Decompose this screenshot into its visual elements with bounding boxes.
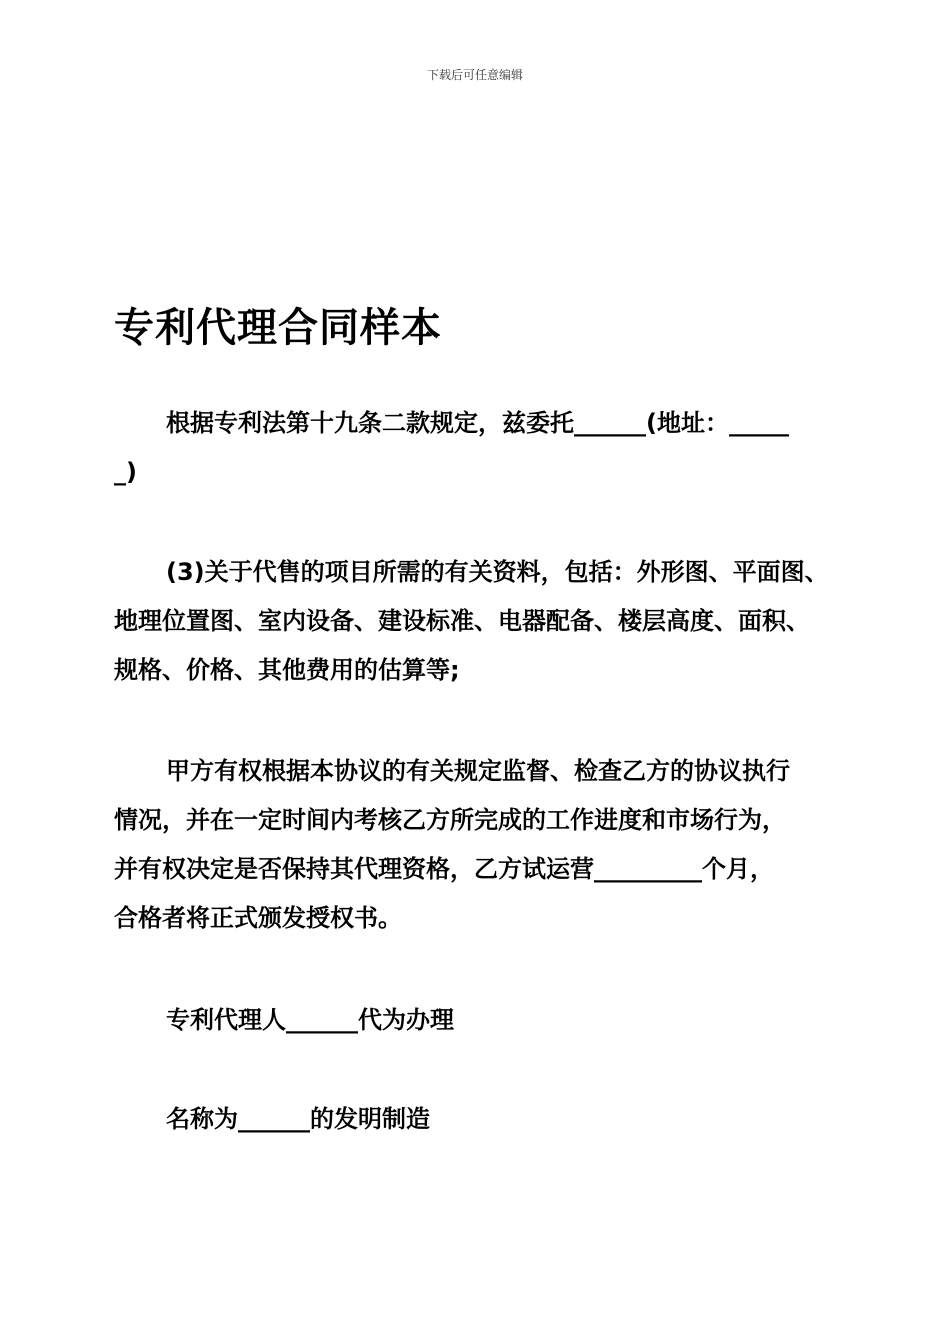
paragraph-line: 情况，并在一定时间内考核乙方所完成的工作进度和市场行为， xyxy=(114,806,786,834)
paragraph-4 xyxy=(114,996,854,1045)
paragraph-line: 根据专利法第十九条二款规定，兹委托______(地址：_____ xyxy=(166,409,789,437)
paragraph-line: 规格、价格、其他费用的估算等; xyxy=(114,656,460,684)
paragraph-line: 地理位置图、室内设备、建设标准、电器配备、楼层高度、面积、 xyxy=(114,607,810,635)
paragraph-line: 专利代理人______代为办理 xyxy=(166,1006,454,1034)
paragraph-2 xyxy=(114,548,854,695)
header-note: 下载后可任意编辑 xyxy=(426,68,523,82)
paragraph-line: 甲方有权根据本协议的有关规定监督、检查乙方的协议执行 xyxy=(166,757,790,785)
paragraph-line: (3)关于代售的项目所需的有关资料，包括：外形图、平面图、 xyxy=(166,558,829,586)
paragraph-line: 名称为______的发明制造 xyxy=(166,1105,430,1133)
paragraph-line: _) xyxy=(114,458,137,486)
paragraph-line: 并有权决定是否保持其代理资格，乙方试运营_________个月， xyxy=(114,855,774,883)
paragraph-line: 合格者将正式颁发授权书。 xyxy=(114,904,402,932)
paragraph-5 xyxy=(114,1095,854,1144)
paragraph-3 xyxy=(114,747,854,943)
paragraph-1 xyxy=(114,399,854,497)
document-title: 专利代理合同样本 xyxy=(114,305,442,351)
